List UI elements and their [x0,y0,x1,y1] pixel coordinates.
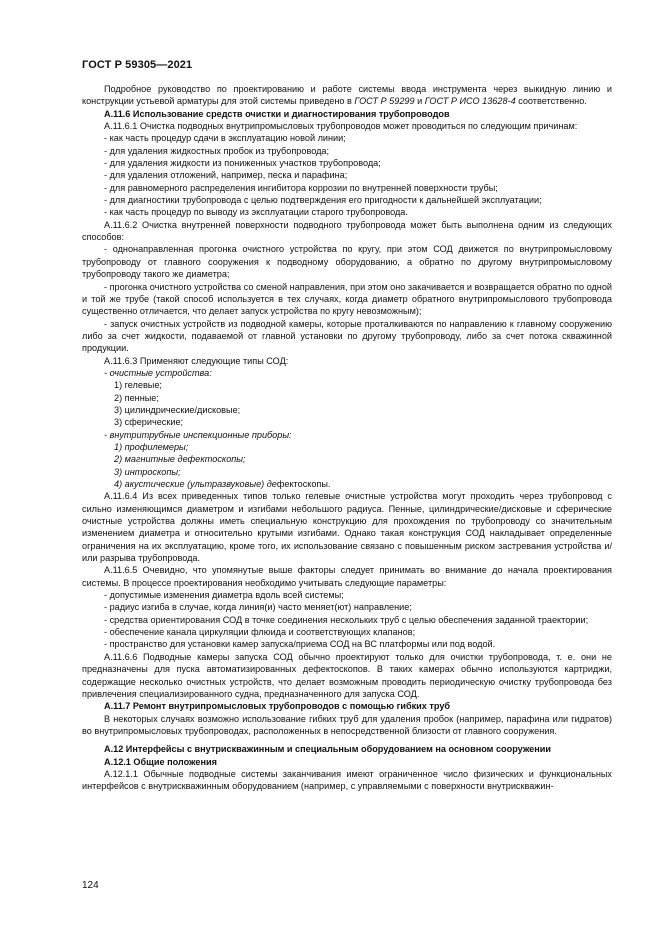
list-item: - для диагностики трубопровода с целью подтверждения его пригодности к дальнейшей эксплуатации; [104,195,542,206]
list-item: - однонаправленная прогонка очистного устройства по кругу, при этом СОД движется по внутрипромысловому трубопроводу от главного сооружения к подводному оборудованию, а обратно по другому внутрипромысловому трубопроводу такого же диаметра; [82,244,612,280]
list-item-text: 4) акустические (ультразвуковые) де [114,479,277,489]
list-item [82,453,612,465]
list-item-text: 2) магнитные дефектоскопы; [114,454,246,465]
paragraph-a1162: А.11.6.2 Очистка внутренней поверхности подводного трубопровода может быть выполнена одним из следующих способов: [82,219,612,243]
list-item: - радиус изгиба в случае, когда линия(и) часто меняет(ют) направление; [104,602,412,613]
list-item [82,478,612,490]
paragraph-a1165: А.11.6.5 Очевидно, что упомянутые выше факторы следует принимать во внимание до начала проектирования системы. В процессе проектирования необходимо учитывать следующие параметры: [82,565,612,588]
paragraph-a1163: А.11.6.3 Применяют следующие типы СОД: [104,355,289,366]
list-item [82,441,612,453]
intro-paragraph [82,83,612,108]
section-heading-a117: А.11.7 Ремонт внутрипромысловых трубопроводов с помощью гибких труб [104,701,451,712]
list-item: - прогонка очистного устройства со сменой направления, при этом оно закачивается и возвращается обратно по одной и той же трубе (такой способ используется в тех случаях, когда диаметр обратного внутрипромыслового трубопровода существенно отличается, что делает запуск устройства по кругу невозможным); [82,281,612,317]
list-item-text-end: фектоскопы. [276,479,331,489]
standard-header: ГОСТ Р 59305—2021 [82,59,193,71]
section-heading-a12: А.12 Интерфейсы с внутрискважинным и специальным оборудованием на основном сооружении [104,744,551,755]
list-item: - пространство для установки камер запуска/приема СОД на ВС платформы или под водой. [104,639,496,650]
reference-gost-59299: ГОСТ Р 59299 [354,96,415,107]
paragraph-a1164: А.11.6.4 Из всех приведенных типов только гелевые очистные устройства могут проходить через трубопровод с сильно изменяющимся диаметром и изгибами небольшого радиуса. Пенные, цилиндрические/дисковые и сферические очистные устройства должны иметь специальную конструкцию для прохождения по трубопроводу со значительным изменением диаметра и относительно крутыми изгибами. Однако такая конструкция СОД накладывает определенные ограничения на их эксплуатацию, кроме того, их использование связано с повышенным риском застревания устройства и/или разрыва трубопровода. [82,491,612,564]
intro-text-mid: и [414,96,425,107]
list-item: - для удаления отложений, например, песка и парафина; [104,170,348,181]
list-label-inline-inspection [82,429,612,441]
list-item-text: 1) профилемеры; [114,441,189,452]
page-number: 124 [82,880,99,891]
paragraph-a1166: А.11.6.6 Подводные камеры запуска СОД обычно проектируют только для очистки трубопровода, т. е. они не предназначены для пуска автоматизированных дефектоскопов. В таких камерах обычно используются картриджи, содержащие несколько очистных устройств, что делает возможным проводить периодическую очистку трубопровода без привлечения специализированного судна, предназначенного для запуска СОД. [82,651,612,699]
list-item: 2) пенные; [114,392,159,403]
intro-text: Подробное руководство по проектированию и работе системы ввода инструмента через выкидную линию и конструкции устьевой арматуры для этой системы приведено в [82,84,612,107]
list-item: - для равномерного распределения ингибитора коррозии по внутренней поверхности трубы; [104,182,498,193]
list-item-text: 3) интроскопы; [114,466,181,477]
document-body [82,83,612,793]
list-item [82,466,612,478]
reference-gost-iso-13628-4: ГОСТ Р ИСО 13628-4 [424,96,516,107]
list-item: 3) сферические; [114,417,184,428]
list-label-cleaning-devices [82,367,612,379]
list-item: - средства ориентирования СОД в точке соединения нескольких труб с целью обеспечения заданной траектории; [104,614,589,625]
list-item: - обеспечение канала циркуляции флюида и соответствующих клапанов; [104,627,416,638]
paragraph-a117: В некоторых случаях возможно использование гибких труб для удаления пробок (например, парафина или гидратов) во внутрипромысловых трубопроводах, расположенных в непосредственной близости от главного сооружения. [82,713,612,736]
list-item: - запуск очистных устройств из подводной камеры, которые проталкиваются по направлению к главному сооружению либо за счет жидкости, подаваемой от главной установки по другому трубопроводу, либо за счет потока скважинной продукции. [82,318,612,354]
section-heading-a121: А.12.1 Общие положения [104,756,217,767]
section-heading-a116: А.11.6 Использование средств очистки и диагностирования трубопроводов [104,108,450,119]
list-item: 3) цилиндрические/дисковые; [114,404,241,415]
cleaning-devices-label: - очистные устройства: [104,367,212,378]
list-item: - допустимые изменения диаметра вдоль всей системы; [104,590,344,601]
list-item: - как часть процедур по выводу из эксплуатации старого трубопровода. [104,207,408,218]
list-item: - для удаления жидкостных пробок из трубопровода; [104,145,330,156]
list-item: 1) гелевые; [114,380,162,391]
list-item: - как часть процедур сдачи в эксплуатацию новой линии; [104,133,346,144]
inline-inspection-label: - внутритрубные инспекционные приборы: [104,429,292,440]
intro-text-end: соответственно. [515,96,587,107]
paragraph-a1211: А.12.1.1 Обычные подводные системы заканчивания имеют ограниченное число физических и функциональных интерфейсов с внутрискважинным оборудованием (например, с управляемыми с поверхности внутрискважин- [82,768,612,792]
paragraph-a1161: А.11.6.1 Очистка подводных внутрипромысловых трубопроводов может проводиться по следующим причинам: [104,121,578,132]
list-item: - для удаления жидкости из пониженных участков трубопровода; [104,158,381,169]
